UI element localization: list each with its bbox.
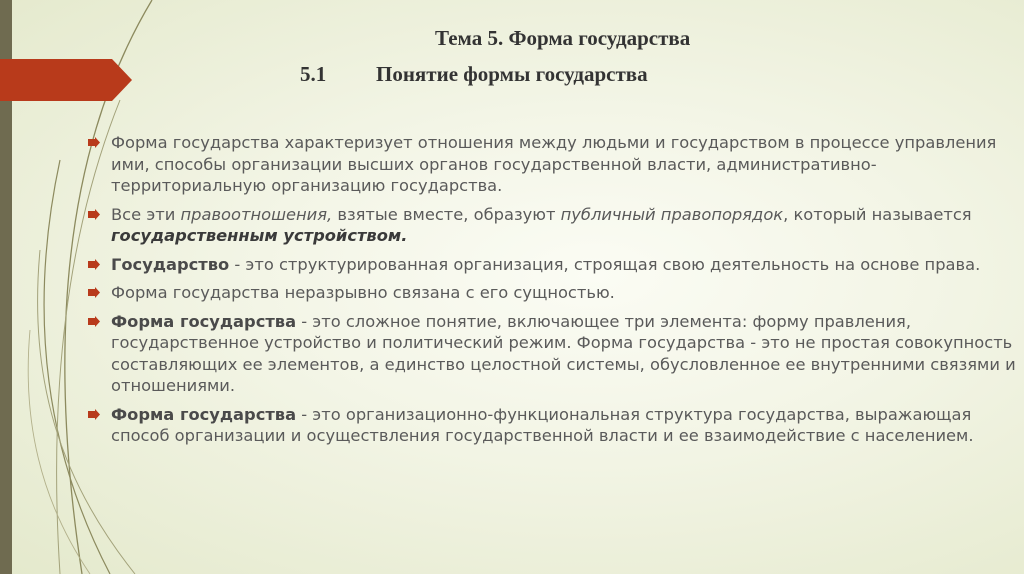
title-section-number: 5.1 bbox=[300, 62, 327, 86]
bullet-text: - это структурированная организация, строящая свою деятельность на основе права. bbox=[229, 254, 981, 274]
red-arrow-tab bbox=[0, 59, 132, 101]
list-item bbox=[88, 254, 1018, 276]
bullet-text: - это сложное понятие, включающее три элемента: форму правления, государственное устройство и политический режим. Форма государства - это не простая совокупность составляющих ее элементов, а единство целостной системы, обусловленное ее внутренними связями и отношениями. bbox=[111, 311, 1016, 395]
deco-curve-5 bbox=[28, 330, 90, 574]
bullet-text: Все эти bbox=[111, 204, 181, 224]
title-topic: Тема 5. Форма государства bbox=[435, 26, 691, 50]
arrow-bullet-icon bbox=[88, 137, 100, 148]
arrow-bullet-icon bbox=[88, 259, 100, 270]
list-item bbox=[88, 132, 1018, 197]
bullet-text: взятые вместе, образуют bbox=[332, 204, 561, 224]
arrow-bullet-icon bbox=[88, 316, 100, 327]
bullet-text: , который называется bbox=[783, 204, 972, 224]
bullet-text: - это организационно-функциональная структура государства, выражающая способ организации и осуществления государственной власти и ее взаимодействие с населением. bbox=[111, 404, 974, 445]
bullet-italic-term: правоотношения, bbox=[180, 204, 333, 224]
list-item bbox=[88, 404, 1018, 447]
arrow-bullet-icon bbox=[88, 409, 100, 420]
bullet-bold-term: Форма государства bbox=[111, 404, 297, 424]
bullet-bold-term: Форма государства bbox=[111, 311, 297, 331]
arrow-bullet-icon bbox=[88, 287, 100, 298]
list-item bbox=[88, 311, 1018, 397]
title-subtopic bbox=[300, 62, 648, 87]
bullet-italic-term: публичный правопорядок bbox=[560, 204, 784, 224]
bullet-text: Форма государства неразрывно связана с его сущностью. bbox=[111, 283, 615, 302]
list-item bbox=[88, 204, 1018, 247]
arrow-bullet-icon bbox=[88, 209, 100, 220]
bullet-bold-term: Государство bbox=[111, 254, 230, 274]
bullet-text: Форма государства характеризует отношения между людьми и государством в процессе управления ими, способы организации высших органов государственной власти, административно-территориальную организацию государства. bbox=[111, 133, 997, 195]
bullet-list bbox=[88, 132, 1018, 454]
list-item bbox=[88, 282, 1018, 304]
bullet-bold-italic-term: государственным устройством. bbox=[111, 226, 408, 245]
title-section-name: Понятие формы государства bbox=[376, 62, 648, 86]
